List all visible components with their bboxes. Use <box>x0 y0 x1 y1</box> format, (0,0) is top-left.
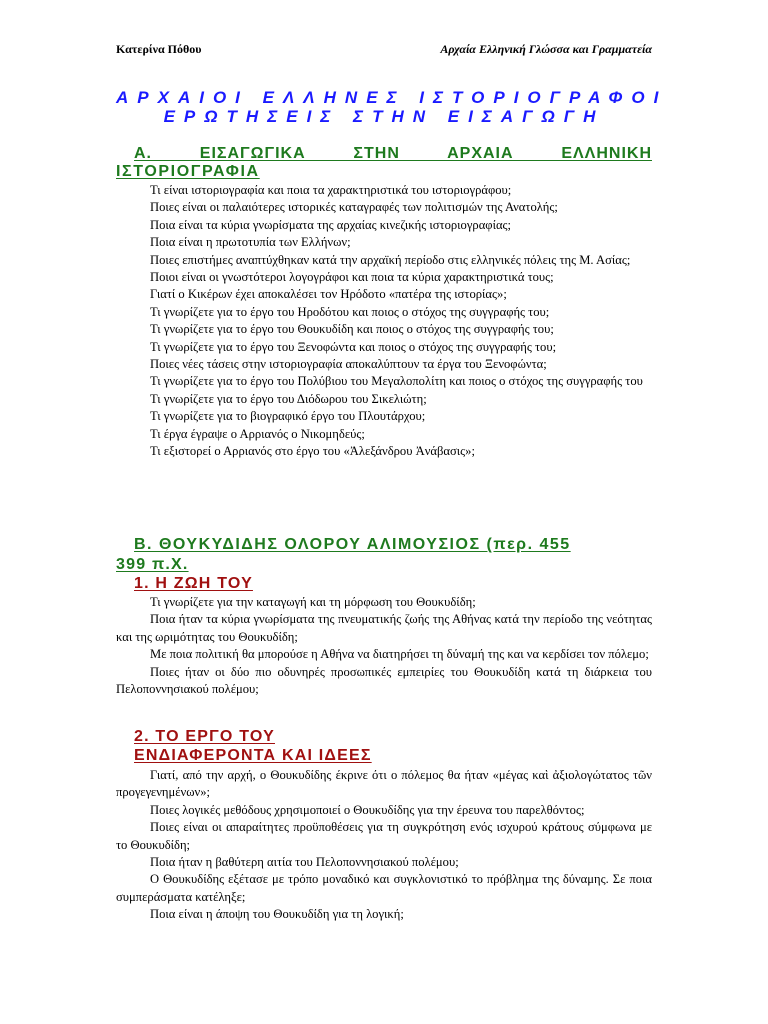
section-b-heading-line-1: Β. ΘΟΥΚΥΔΙΔΗΣ ΟΛΟΡΟΥ ΑΛΙΜΟΥΣΙΟΣ (περ. 455 <box>134 536 571 553</box>
header-author: Κατερίνα Πόθου <box>116 42 202 56</box>
question: Ποια είναι τα κύρια γνωρίσματα της αρχαίας κινεζικής ιστοριογραφίας; <box>150 217 512 232</box>
header-course: Αρχαία Ελληνική Γλώσσα και Γραμματεία <box>440 42 652 56</box>
section-a-heading-line-2: ΙΣΤΟΡΙΟΓΡΑΦΙΑ <box>116 163 260 180</box>
subsection-2-heading-line-2: ΕΝΔΙΑΦΕΡΟΝΤΑ ΚΑΙ ΙΔΕΕΣ <box>134 747 372 764</box>
subsection-1-questions <box>116 594 652 698</box>
question: Τι γνωρίζετε για το έργο του Διόδωρου του Σικελιώτη; <box>150 391 427 406</box>
subsection-2-questions <box>116 767 652 924</box>
document-title <box>116 88 668 126</box>
question: Τι εξιστορεί ο Αρριανός στο έργο του «Ἀλεξάνδρου Ἀνάβασις»; <box>150 444 475 459</box>
question: Ποιες είναι οι απαραίτητες προϋποθέσεις για τη συγκρότηση ενός ισχυρού κράτους σύμφωνα με το Θουκυδίδη; <box>116 820 652 852</box>
title-line-1: ΑΡΧΑΙΟΙ ΕΛΛΗΝΕΣ ΙΣΤΟΡΙΟΓΡΑΦΟΙ <box>116 88 668 107</box>
question: Ποια είναι η άποψη του Θουκυδίδη για τη λογική; <box>150 907 404 922</box>
question: Τι γνωρίζετε για το έργο του Πολύβιου του Μεγαλοπολίτη και ποιος ο στόχος της συγγραφής του <box>150 374 643 389</box>
question: Ποιοι είναι οι γνωστότεροι λογογράφοι και ποια τα κύρια χαρακτηριστικά τους; <box>150 270 554 285</box>
section-b-heading-line-2: 399 π.Χ. <box>116 556 189 573</box>
question: Ποια ήταν η βαθύτερη αιτία του Πελοποννησιακού πολέμου; <box>150 855 459 870</box>
question: Ποιες νέες τάσεις στην ιστοριογραφία αποκαλύπτουν τα έργα του Ξενοφώντα; <box>150 357 547 372</box>
title-line-2: ΕΡΩΤΗΣΕΙΣ ΣΤΗΝ ΕΙΣΑΓΩΓΗ <box>163 107 605 126</box>
question: Γιατί, από την αρχή, ο Θουκυδίδης έκρινε ότι ο πόλεμος θα ήταν «μέγας καὶ ἀξιολογώτατος τῶν προγεγενημένων»; <box>116 768 652 800</box>
section-a-heading-line-1: Α. ΕΙΣΑΓΩΓΙΚΑ ΣΤΗΝ ΑΡΧΑΙΑ ΕΛΛΗΝΙΚΗ <box>134 145 652 162</box>
question: Τι έργα έγραψε ο Αρριανός ο Νικομηδεύς; <box>150 426 365 441</box>
question: Τι γνωρίζετε για το έργο του Ξενοφώντα και ποιος ο στόχος της συγγραφής του; <box>150 339 557 354</box>
question: Τι γνωρίζετε για το βιογραφικό έργο του Πλουτάρχου; <box>150 409 426 424</box>
question: Ποια είναι η πρωτοτυπία των Ελλήνων; <box>150 235 351 250</box>
question: Τι γνωρίζετε για το έργο του Θουκυδίδη και ποιος ο στόχος της συγγραφής του; <box>150 322 554 337</box>
question: Τι γνωρίζετε για την καταγωγή και τη μόρφωση του Θουκυδίδη; <box>150 595 476 609</box>
section-a-questions <box>116 182 652 461</box>
question: Ποιες επιστήμες αναπτύχθηκαν κατά την αρχαϊκή περίοδο στις ελληνικές πόλεις της Μ. Ασίας; <box>150 252 631 267</box>
question: Με ποια πολιτική θα μπορούσε η Αθήνα να διατηρήσει τη δύναμή της και να κερδίσει τον πόλεμο; <box>150 647 649 662</box>
question: Ποια ήταν τα κύρια γνωρίσματα της πνευματικής ζωής της Αθήνας κατά την περίοδο της νεότητας και της ωριμότητας του Θουκυδίδη; <box>116 612 652 644</box>
question: Ο Θουκυδίδης εξέτασε με τρόπο μοναδικό και συγκλονιστικό το πρόβλημα της δύναμης. Σε ποια συμπεράσματα κατέληξε; <box>116 872 652 904</box>
subsection-1-heading: 1. Η ΖΩΗ ΤΟΥ <box>134 575 253 592</box>
question: Τι είναι ιστοριογραφία και ποια τα χαρακτηριστικά του ιστοριογράφου; <box>150 183 512 197</box>
question: Ποιες ήταν οι δύο πιο οδυνηρές προσωπικές εμπειρίες του Θουκυδίδη κατά τη διάρκεια του Πελοποννησιακού πολέμου; <box>116 664 652 697</box>
question: Γιατί ο Κικέρων έχει αποκαλέσει τον Ηρόδοτο «πατέρα της ιστορίας»; <box>150 287 507 302</box>
question: Τι γνωρίζετε για το έργο του Ηροδότου και ποιος ο στόχος της συγγραφής του; <box>150 304 550 319</box>
subsection-2-heading-line-1: 2. ΤΟ ΕΡΓΟ ΤΟΥ <box>134 728 275 745</box>
page-header <box>116 42 652 57</box>
question: Ποιες είναι οι παλαιότερες ιστορικές καταγραφές των πολιτισμών της Ανατολής; <box>150 200 558 215</box>
question: Ποιες λογικές μεθόδους χρησιμοποιεί ο Θουκυδίδης για την έρευνα του παρελθόντος; <box>150 802 585 817</box>
